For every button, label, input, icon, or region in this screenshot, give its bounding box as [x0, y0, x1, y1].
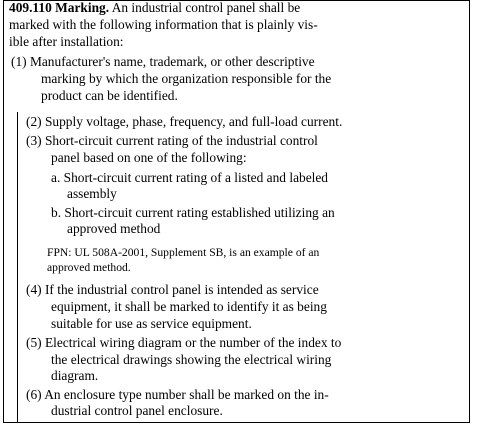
- fpn-line-1: FPN: UL 508A-2001, Supplement SB, is an example of an: [47, 246, 320, 259]
- section-title: Marking.: [55, 0, 110, 15]
- item-4-line-1: (4) If the industrial control panel is intended as service: [26, 282, 319, 297]
- intro-line-3: ible after installation:: [9, 34, 124, 49]
- subitem-b-line-1: b. Short-circuit current rating established utilizing an: [51, 205, 335, 220]
- fpn-line-2: approved method.: [47, 261, 131, 274]
- item-5-line-2: the electrical drawings showing the electrical wiring: [51, 352, 332, 367]
- item-2-line-1: (2) Supply voltage, phase, frequency, and full-load current.: [26, 114, 343, 129]
- change-bar: [17, 112, 18, 422]
- intro-line-1: An industrial control panel shall be: [111, 0, 301, 15]
- item-4-line-3: suitable for use as service equipment.: [51, 316, 252, 331]
- subitem-a-line-1: a. Short-circuit current rating of a listed and labeled: [51, 170, 329, 185]
- subitem-a-line-2: assembly: [67, 186, 117, 201]
- item-5-line-1: (5) Electrical wiring diagram or the number of the index to: [26, 335, 342, 350]
- item-6-line-2: dustrial control panel enclosure.: [51, 403, 223, 418]
- item-4-line-2: equipment, it shall be marked to identify it as being: [51, 299, 327, 314]
- section-number: 409.110: [9, 0, 52, 15]
- item-1-line-1: (1) Manufacturer's name, trademark, or other descriptive: [11, 54, 315, 69]
- item-5-line-3: diagram.: [51, 368, 99, 383]
- item-3-line-2: panel based on one of the following:: [51, 150, 247, 165]
- section-heading-line: [9, 0, 300, 16]
- item-3-line-1: (3) Short-circuit current rating of the industrial control: [26, 133, 318, 148]
- subitem-b-line-2: approved method: [67, 221, 161, 236]
- item-6-line-1: (6) An enclosure type number shall be marked on the in-: [26, 387, 329, 402]
- item-1-line-2: marking by which the organization responsible for the: [41, 71, 332, 86]
- intro-line-2: marked with the following information that is plainly vis-: [9, 17, 318, 32]
- item-1-line-3: product can be identified.: [41, 88, 178, 103]
